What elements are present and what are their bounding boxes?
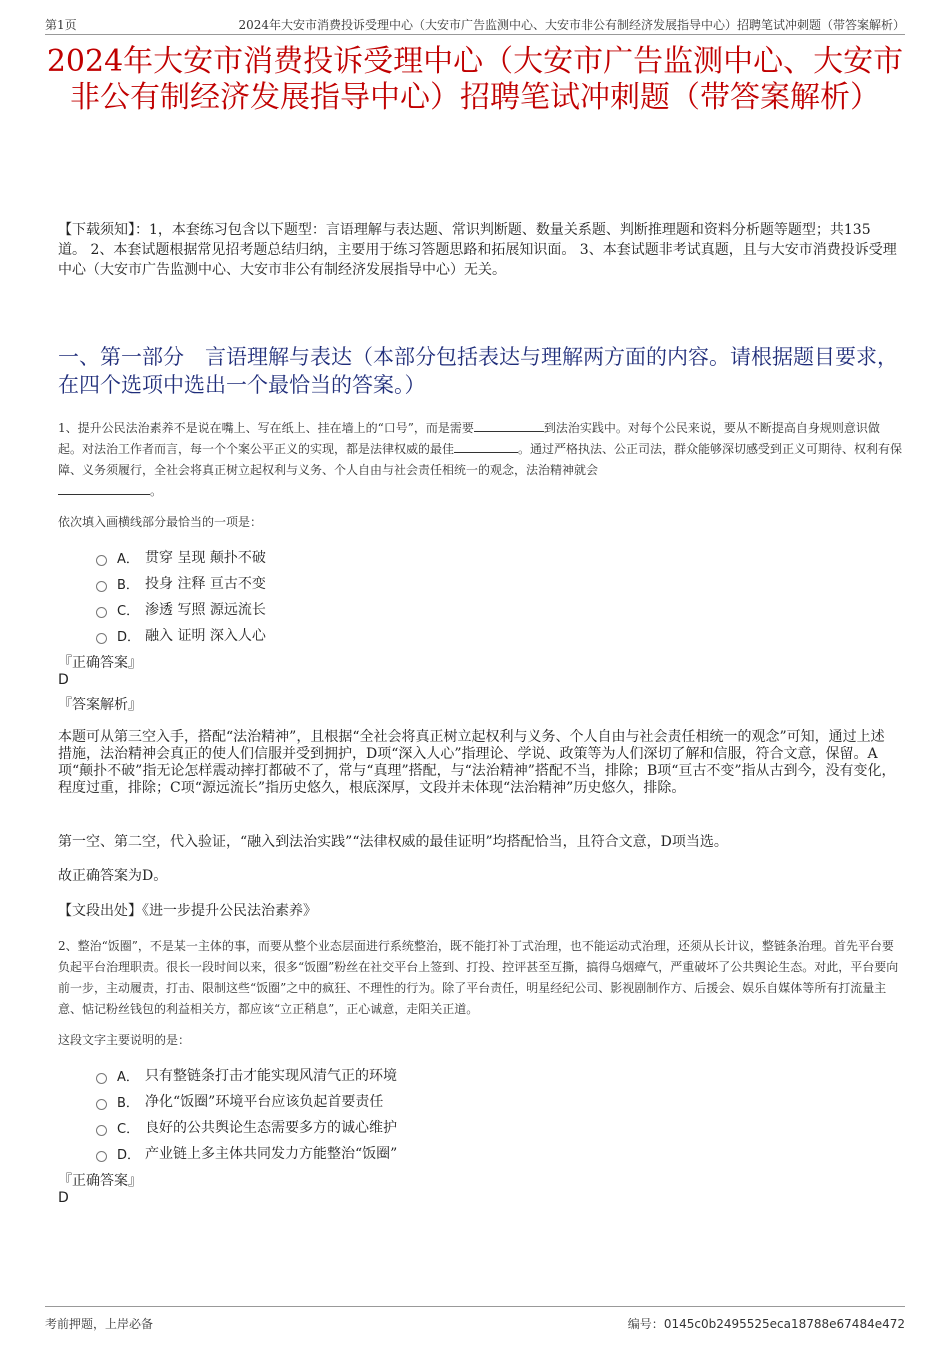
option-b[interactable]: B． 净化“饭圈”环境平台应该负起首要责任 <box>96 1088 596 1114</box>
option-d[interactable]: D． 融入 证明 深入人心 <box>96 622 596 648</box>
radio-circle-icon[interactable] <box>96 1125 107 1136</box>
q1-stem-part-b: 到法治实践中。对每个公民来说，要从不断提高自身规则意识做起。对法治工作者而言，每一个个案公平正义的实现，都是法律权威的最佳 <box>58 421 880 456</box>
option-text: 产业链上多主体共同发力方能整治“饭圈” <box>145 1146 398 1162</box>
footer-code: 编号：0145c0b2495525eca18788e67484e472 <box>627 1317 905 1331</box>
question-1-prompt: 依次填入画横线部分最恰当的一项是： <box>58 515 263 529</box>
option-text: 融入 证明 深入人心 <box>145 628 266 644</box>
page-number: 第1页 <box>45 18 77 32</box>
option-a[interactable]: A． 只有整链条打击才能实现风清气正的环境 <box>96 1062 596 1088</box>
option-text: 贯穿 呈现 颠扑不破 <box>145 550 266 566</box>
option-text: 投身 注释 亘古不变 <box>145 576 266 592</box>
radio-circle-icon[interactable] <box>96 555 107 566</box>
blank-1 <box>474 419 544 432</box>
answer-label: 『正确答案』 <box>58 655 142 671</box>
q1-stem-part-a: 1、提升公民法治素养不是说在嘴上、写在纸上、挂在墙上的“口号”，而是需要 <box>58 421 474 435</box>
q1-stem-part-d: 。 <box>150 484 163 498</box>
option-a[interactable]: A． 贯穿 呈现 颠扑不破 <box>96 544 596 570</box>
footer-slogan: 考前押题，上岸必备 <box>45 1317 154 1331</box>
option-c[interactable]: C． 渗透 写照 源远流长 <box>96 596 596 622</box>
option-text: 净化“饭圈”环境平台应该负起首要责任 <box>145 1094 384 1110</box>
page-header <box>45 14 905 35</box>
question-1-stem <box>58 418 903 502</box>
radio-circle-icon[interactable] <box>96 633 107 644</box>
question-2-prompt: 这段文字主要说明的是： <box>58 1033 191 1047</box>
analysis-conclusion: 故正确答案为D。 <box>58 868 168 884</box>
option-text: 渗透 写照 源远流长 <box>145 602 266 618</box>
page-footer <box>45 1306 905 1331</box>
radio-circle-icon[interactable] <box>96 1073 107 1084</box>
blank-2 <box>454 440 518 453</box>
section-title: 一、第一部分 言语理解与表达（本部分包括表达与理解两方面的内容。请根据题目要求，在四个选项中选出一个最恰当的答案。） <box>58 345 898 397</box>
download-notice: 【下载须知】：1，本套练习包含以下题型：言语理解与表达题、常识判断题、数量关系题、判断推理题和资料分析题等题型；共135道。 2、本套试题根据常见招考题总结归纳，主要用于练习答题思路和拓展知识面。 3、本套试题非考试真题，且与大安市消费投诉受理中心（大安市广告监测中心、大安市非公有制经济发展指导中心）无关。 <box>58 222 897 278</box>
question-2-stem: 2、整治“饭圈”，不是某一主体的事，而要从整个业态层面进行系统整治，既不能打补丁式治理，也不能运动式治理，还须从长计议，整链条治理。首先平台要负起平台治理职责。很长一段时间以来，很多“饭圈”粉丝在社交平台上签到、打投、控评甚至互撕，搞得乌烟瘴气，严重破坏了公共舆论生态。对此，平台要向前一步，主动履责，打击、限制这些“饭圈”之中的疯狂、不理性的行为。除了平台责任，明星经纪公司、影视剧制作方、后援会、娱乐自媒体等所有打流量主意、惦记粉丝钱包的利益相关方，都应该“立正稍息”，正心诚意，走阳关正道。 <box>58 939 899 1016</box>
analysis-paragraph-1: 本题可从第三空入手，搭配“法治精神”，且根据“全社会将真正树立起权利与义务、个人自由与社会责任相统一的观念”可知，通过上述措施，法治精神会真正的使人们信服并受到拥护，D项“深入人心”指理论、学说、政策等为人们深切了解和信服，符合文意，保留。A项“颠扑不破”指无论怎样震动摔打都破不了，常与“真理”搭配，与“法治精神”搭配不当，排除；B项“亘古不变”指从古到今，没有变化，程度过重，排除；C项“源远流长”指历史悠久，根底深厚，文段并未体现“法治精神”历史悠久，排除。 <box>58 729 896 796</box>
radio-circle-icon[interactable] <box>96 581 107 592</box>
correct-answer: D <box>58 672 69 688</box>
option-b[interactable]: B． 投身 注释 亘古不变 <box>96 570 596 596</box>
answer-label: 『正确答案』 <box>58 1173 142 1189</box>
option-c[interactable]: C． 良好的公共舆论生态需要多方的诚心维护 <box>96 1114 596 1140</box>
option-text: 只有整链条打击才能实现风清气正的环境 <box>145 1068 397 1084</box>
radio-circle-icon[interactable] <box>96 1099 107 1110</box>
question-1-options <box>96 544 596 648</box>
text-source: 【文段出处】《进一步提升公民法治素养》 <box>58 903 317 919</box>
document-title: 2024年大安市消费投诉受理中心（大安市广告监测中心、大安市非公有制经济发展指导中心）招聘笔试冲刺题（带答案解析） <box>46 44 904 115</box>
q1-stem-part-c: 。通过严格执法、公正司法，群众能够深切感受到正义可期待、权利有保障、义务须履行，全社会将真正树立起权利与义务、个人自由与社会责任相统一的观念，法治精神就会 <box>58 442 903 477</box>
header-title: 2024年大安市消费投诉受理中心（大安市广告监测中心、大安市非公有制经济发展指导中心）招聘笔试冲刺题（带答案解析） <box>238 18 905 32</box>
radio-circle-icon[interactable] <box>96 607 107 618</box>
analysis-paragraph-2: 第一空、第二空，代入验证，“融入到法治实践”“法律权威的最佳证明”均搭配恰当，且符合文意，D项当选。 <box>58 834 728 850</box>
analysis-label: 『答案解析』 <box>58 697 142 713</box>
option-d[interactable]: D． 产业链上多主体共同发力方能整治“饭圈” <box>96 1140 596 1166</box>
question-2-options <box>96 1062 596 1166</box>
blank-3 <box>58 482 150 495</box>
radio-circle-icon[interactable] <box>96 1151 107 1162</box>
option-text: 良好的公共舆论生态需要多方的诚心维护 <box>145 1120 397 1136</box>
correct-answer: D <box>58 1190 69 1206</box>
